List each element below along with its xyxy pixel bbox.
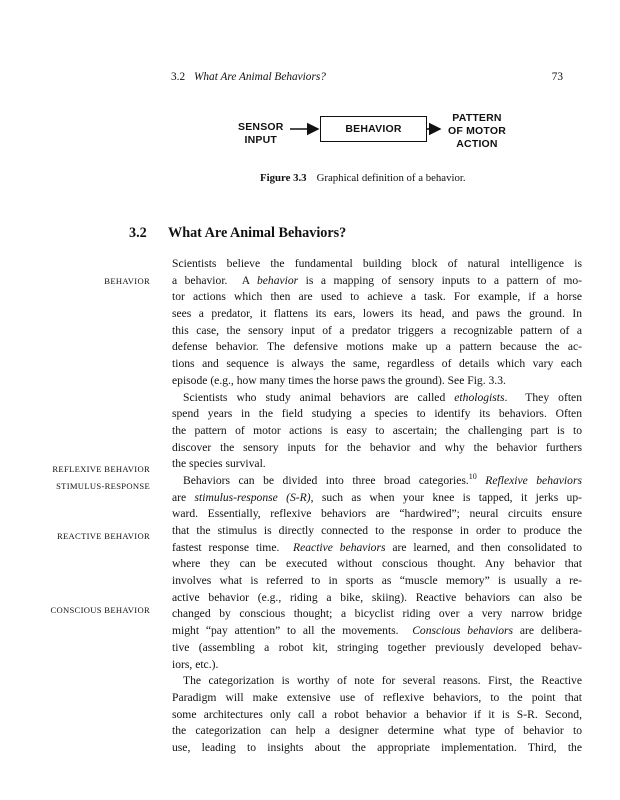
section-number: 3.2 xyxy=(129,225,147,241)
caption-text: Graphical definition of a behavior. xyxy=(316,172,466,184)
page-number: 73 xyxy=(551,71,563,83)
text-line: involves what is referred to in sports as “muscle memory” is usually a re- xyxy=(172,574,582,588)
text-line: defense behavior. The defensive motions make up a pattern because the ac- xyxy=(172,340,582,354)
text-line: some architectures only call a robot behavior a behavior if it is S-R. Second, xyxy=(172,707,582,721)
text-line: where they can be executed without conscious thought. Any behavior that xyxy=(172,557,582,571)
text-line: the species survival. xyxy=(172,457,266,471)
text-line: that the stimulus is directly connected to the response in order to produce the xyxy=(172,524,582,537)
text-line: spend years in the field studying a species to identify its behaviors. Often xyxy=(172,407,582,421)
term-conscious: Conscious behaviors xyxy=(412,624,514,638)
margin-note-reflexive: REFLEXIVE BEHAVIOR xyxy=(52,464,150,474)
text-line: changed by conscious thought; a bicyclist riding over a very narrow bridge xyxy=(172,607,582,621)
footnote-ref: 10 xyxy=(468,471,477,481)
text-line: The categorization is worthy of note for several reasons. First, the Reactive xyxy=(183,674,582,688)
text-line: the pattern of motor actions is easy to ascertain; the challenging part is to xyxy=(172,423,582,437)
text-line: Scientists believe the fundamental building block of natural intelligence is xyxy=(172,257,582,270)
text-line: ward. Essentially, reflexive behaviors are “hardwired”; neural circuits ensure xyxy=(172,507,582,521)
text-line: Behaviors can be divided into three broad categories.$^{10}$ Reflexive behaviors xyxy=(183,471,582,487)
text-line: use, leading to insights about the appropriate implementation. Third, the xyxy=(172,740,582,754)
behavior-box: BEHAVIOR xyxy=(320,116,427,142)
header-section-number: 3.2 xyxy=(171,71,186,83)
text-line: might “pay attention” to all the movements. Conscious behaviors are delibera- xyxy=(172,624,582,638)
term-reflexive: Reflexive behaviors xyxy=(485,473,582,487)
text-line: a behavior. A behavior is a mapping of sensory inputs to a pattern of mo- xyxy=(172,273,582,287)
text-line: fastest response time. Reactive behaviors are learned, and then consolidated to xyxy=(172,540,582,554)
text-line: Paradigm will make extensive use of reflexive behaviors, to the point that xyxy=(172,690,582,704)
term-stimulus-response: stimulus-response (S-R) xyxy=(194,490,311,504)
text-line: are stimulus-response (S-R), such as when your knee is tapped, it jerks up- xyxy=(172,490,582,504)
body-text xyxy=(172,256,582,757)
motor-action-label: PATTERN OF MOTOR ACTION xyxy=(448,112,506,150)
text-line: active behavior (e.g., riding a bike, skiing). Reactive behaviors can also be xyxy=(172,590,582,604)
margin-note-stimulus-response: STIMULUS-RESPONSE xyxy=(56,481,150,491)
text-line: discover the sensory inputs for the behavior and why the behavior furthers xyxy=(172,440,582,454)
caption-number: Figure 3.3 xyxy=(260,172,307,184)
text-line: episode (e.g., how many times the horse paws the ground). See Fig. 3.3. xyxy=(172,373,506,387)
text-line: tor actions which then are used to achieve a task. For example, if a horse xyxy=(172,290,582,304)
figure-caption xyxy=(260,172,466,184)
text-line: sees a predator, it flattens its ears, lowers its head, and paws the ground. In xyxy=(172,307,582,321)
text-line: iors, etc.). xyxy=(172,657,219,671)
text-line: tions and sequence is always the same, regardless of details which vary each xyxy=(172,357,582,371)
text-line: Scientists who study animal behaviors are called ethologists. They often xyxy=(183,390,582,404)
section-title: What Are Animal Behaviors? xyxy=(168,225,347,241)
header-section-title: What Are Animal Behaviors? xyxy=(194,71,326,83)
sensor-input-label: SENSOR INPUT xyxy=(238,121,284,146)
term-ethologists: ethologists xyxy=(454,390,505,404)
text-line: this case, the sensory input of a predator triggers a recognizable pattern of a xyxy=(172,323,582,337)
term-reactive: Reactive behaviors xyxy=(293,540,386,554)
text-line: tive (assembling a robot kit, stringing together previously developed behav- xyxy=(172,640,582,654)
margin-note-conscious: CONSCIOUS BEHAVIOR xyxy=(50,605,150,615)
margin-note-behavior: BEHAVIOR xyxy=(104,276,150,286)
text-line: the categorization can help a designer determine what type of behavior to xyxy=(172,724,582,738)
behavior-diagram xyxy=(230,108,530,158)
term-behavior: behavior xyxy=(256,273,299,287)
margin-note-reactive: REACTIVE BEHAVIOR xyxy=(56,531,150,541)
running-header xyxy=(171,71,591,87)
